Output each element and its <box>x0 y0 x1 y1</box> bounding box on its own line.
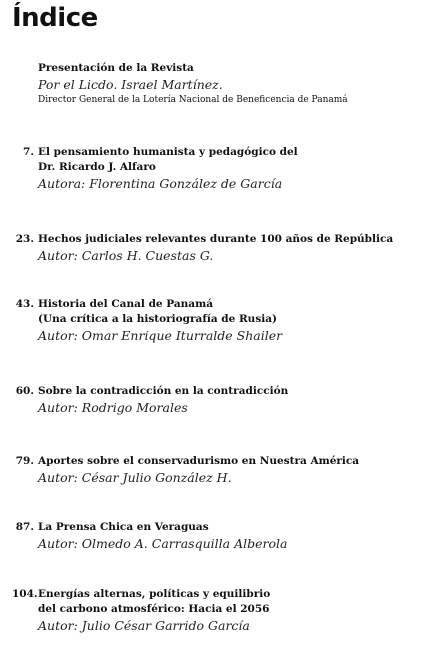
intro-title: Presentación de la Revista <box>38 62 194 74</box>
toc-entry-title-line: La Prensa Chica en Veraguas <box>38 521 209 533</box>
page-title: Índice <box>12 3 98 33</box>
toc-entry-page: 104. <box>12 588 38 600</box>
toc-entry-author: Autor: Olmedo A. Carrasquilla Alberola <box>38 536 288 551</box>
toc-entry-author: Autor: Carlos H. Cuestas G. <box>38 248 214 263</box>
toc-entry-author: Autora: Florentina González de García <box>38 176 283 191</box>
intro-author: Por el Licdo. Israel Martínez. <box>38 77 223 92</box>
toc-entry-page: 79. <box>15 455 34 467</box>
toc-entry-title-line: Sobre la contradicción en la contradicción <box>38 385 289 397</box>
toc-entry-page: 87. <box>15 521 34 533</box>
toc-entry-title-line: Dr. Ricardo J. Alfaro <box>38 161 156 173</box>
toc-entry-page: 7. <box>23 146 34 158</box>
intro-role: Director General de la Lotería Nacional de Beneficencia de Panamá <box>38 95 348 105</box>
toc-entry-author: Autor: Julio César Garrido García <box>38 618 250 633</box>
toc-entry-page: 60. <box>15 385 34 397</box>
toc-entry-page: 43. <box>15 298 34 310</box>
toc-entry-title-line: Historia del Canal de Panamá <box>38 298 214 310</box>
toc-entry-author: Autor: César Julio González H. <box>38 470 232 485</box>
toc-entry-title-line: (Una crítica a la historiografía de Rusia) <box>38 313 277 325</box>
toc-entry-title-line: Aportes sobre el conservadurismo en Nuestra América <box>38 455 360 467</box>
toc-entry-title-line: Energías alternas, políticas y equilibrio <box>38 588 271 600</box>
toc-entry-author: Autor: Omar Enrique Iturralde Shailer <box>38 328 283 343</box>
toc-entry-page: 23. <box>15 233 34 245</box>
toc-entry-title-line: del carbono atmosférico: Hacia el 2056 <box>38 603 270 615</box>
toc-entry-title-line: El pensamiento humanista y pedagógico del <box>38 146 298 158</box>
toc-entry-author: Autor: Rodrigo Morales <box>38 400 188 415</box>
toc-entry-title-line: Hechos judiciales relevantes durante 100 años de República <box>38 233 394 245</box>
